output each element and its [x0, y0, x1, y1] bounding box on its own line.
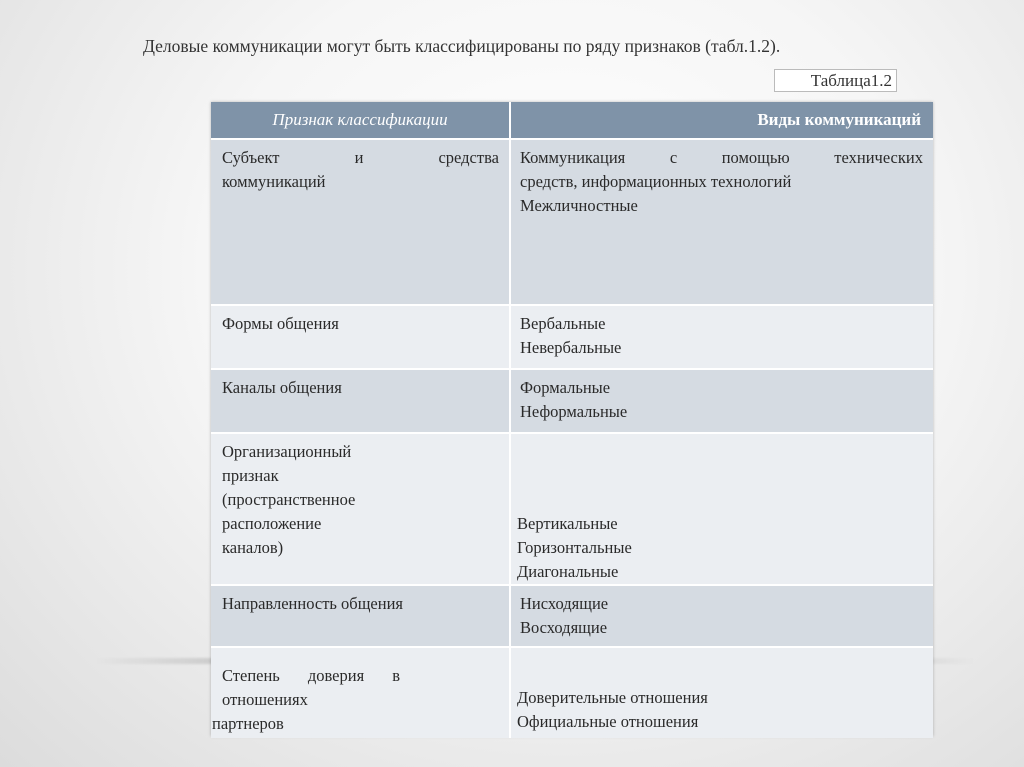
criterion-line: отношениях: [222, 690, 308, 709]
table-row: [211, 368, 933, 434]
types-line: Диагональные: [517, 562, 619, 581]
criterion-line: Формы общения: [222, 314, 339, 333]
types-line: Горизонтальные: [517, 538, 632, 557]
types-line: Вербальные: [520, 314, 606, 333]
header-criterion: Признак классификации: [211, 102, 511, 138]
table-row: [211, 138, 933, 306]
types-line: Доверительные отношения: [517, 688, 708, 707]
criterion-cell: [211, 140, 511, 306]
types-cell: [511, 434, 933, 586]
criterion-line-spread: [222, 146, 499, 170]
criterion-word: и: [354, 148, 364, 167]
table-row: [211, 646, 933, 738]
types-cell: [511, 370, 933, 434]
criterion-line: Организационный: [222, 442, 352, 461]
types-cell: [511, 586, 933, 648]
criterion-cell: [211, 648, 511, 738]
intro-text: Деловые коммуникации могут быть классифицированы по ряду признаков (табл.1.2).: [143, 36, 781, 56]
criterion-word: Степень: [222, 666, 280, 685]
criterion-line: Направленность общения: [222, 594, 403, 613]
criterion-word: Субъект: [222, 148, 280, 167]
types-line: Официальные отношения: [517, 712, 699, 731]
types-word: с: [669, 148, 678, 167]
criterion-line: расположение: [222, 514, 322, 533]
criterion-line: Каналы общения: [222, 378, 342, 397]
table-row: [211, 304, 933, 370]
types-line: Формальные: [520, 378, 611, 397]
types-word: Коммуникация: [520, 148, 626, 167]
types-line: средств, информационных технологий: [520, 172, 792, 191]
types-cell: [511, 648, 933, 738]
types-line: Восходящие: [520, 618, 608, 637]
header-types: Виды коммуникаций: [757, 110, 921, 129]
types-line: Невербальные: [520, 338, 622, 357]
criterion-cell: [211, 306, 511, 370]
table-header-row: [211, 102, 933, 138]
criterion-cell: [211, 586, 511, 648]
criterion-line: (пространственное: [222, 490, 356, 509]
types-line: Нисходящие: [520, 594, 609, 613]
types-cell: [511, 140, 933, 306]
criterion-line: признак: [222, 466, 279, 485]
criterion-word: в: [392, 666, 400, 685]
types-cell: [511, 306, 933, 370]
table-row: [211, 584, 933, 648]
criterion-word: доверия: [307, 666, 365, 685]
types-word: технических: [834, 148, 923, 167]
classification-table: [211, 102, 933, 736]
criterion-word: средства: [438, 148, 499, 167]
table-row: [211, 432, 933, 586]
criterion-cell: [211, 434, 511, 586]
criterion-line: коммуникаций: [222, 172, 326, 191]
criterion-cell: [211, 370, 511, 434]
criterion-line-spread: [222, 664, 400, 688]
types-word: помощью: [721, 148, 790, 167]
types-line: Неформальные: [520, 402, 628, 421]
types-line: Вертикальные: [517, 514, 618, 533]
criterion-line: каналов): [222, 538, 284, 557]
types-line-spread: [520, 146, 923, 170]
table-label: Таблица1.2: [774, 69, 897, 92]
types-line: Межличностные: [520, 196, 638, 215]
criterion-line: партнеров: [212, 714, 284, 733]
